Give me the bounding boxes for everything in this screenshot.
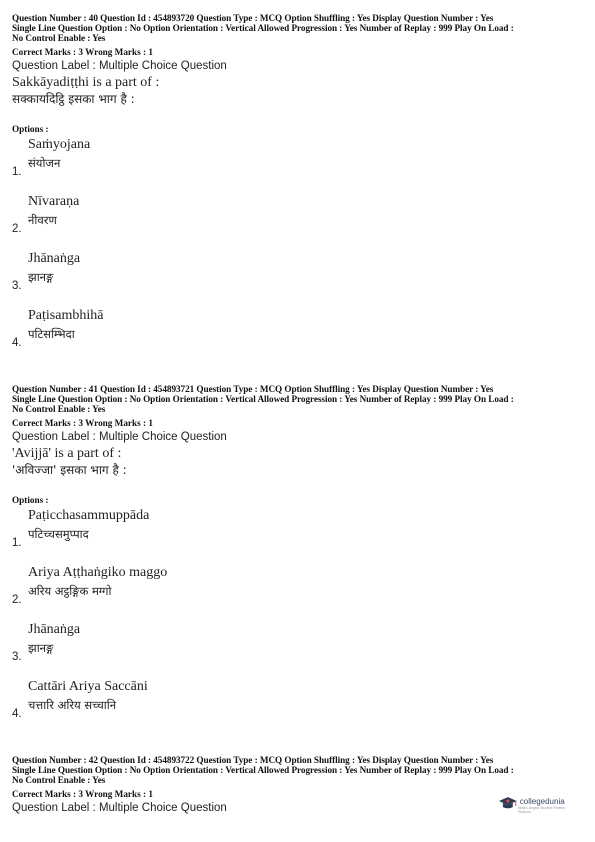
option-3[interactable] [12,620,584,677]
question-label: Question Label : Multiple Choice Question [12,802,227,814]
option-number: 1. [12,537,22,549]
option-text-hi: नीवरण [28,213,57,227]
meta-line: Question Number : 40 Question Id : 454893720 Question Type : MCQ Option Shuffling : Yes Display Question Number : Yes [12,13,494,23]
question-text-en: Sakkāyadiṭṭhi is a part of : [12,75,160,90]
option-4[interactable] [12,306,584,363]
logo-name: collegedunia [519,797,565,806]
option-1[interactable] [12,135,584,192]
meta-line: Single Line Question Option : No Option Orientation : Vertical Allowed Progression : Yes Number of Replay : 999 Play On Load : [12,765,514,775]
option-number: 2. [12,223,22,235]
meta-line: Single Line Question Option : No Option Orientation : Vertical Allowed Progression : Yes Number of Replay : 999 Play On Load : [12,23,514,33]
meta-line: Single Line Question Option : No Option Orientation : Vertical Allowed Progression : Yes Number of Replay : 999 Play On Load : [12,394,514,404]
question-text-hi: 'अविज्जा' इसका भाग है : [12,463,127,477]
meta-line: No Control Enable : Yes [12,775,106,785]
option-number: 2. [12,594,22,606]
question-meta [12,755,584,785]
option-1[interactable] [12,506,584,563]
marks-info: Correct Marks : 3 Wrong Marks : 1 [12,789,153,799]
option-text-en: Cattāri Ariya Saccāni [28,679,148,694]
question-text-en: 'Avijjā' is a part of : [12,446,122,461]
option-2[interactable] [12,563,584,620]
options-label: Options : [12,495,49,505]
graduation-cap-icon [498,795,518,811]
collegedunia-logo [498,795,578,817]
marks-info: Correct Marks : 3 Wrong Marks : 1 [12,418,153,428]
question-meta [12,384,584,414]
option-number: 4. [12,337,22,349]
option-text-en: Nīvaraṇa [28,194,80,209]
question-meta [12,13,584,43]
option-number: 3. [12,651,22,663]
option-text-hi: झानङ्ग [28,641,54,655]
option-text-en: Jhānaṅga [28,251,81,266]
option-text-hi: पटिच्चसमुप्पाद [28,527,89,541]
option-text-hi: झानङ्ग [28,270,54,284]
option-text-en: Paṭicchasammuppāda [28,508,150,523]
logo-tagline: India's largest Student Review Platform [517,806,565,814]
option-text-en: Jhānaṅga [28,622,81,637]
option-text-en: Ariya Aṭṭhaṅgiko maggo [28,565,168,580]
option-text-hi: अरिय अट्ठङ्गिक मग्गो [28,584,112,598]
option-3[interactable] [12,249,584,306]
option-4[interactable] [12,677,584,734]
option-number: 3. [12,280,22,292]
question-label: Question Label : Multiple Choice Question [12,60,227,72]
meta-line: No Control Enable : Yes [12,33,106,43]
option-2[interactable] [12,192,584,249]
question-block-41 [12,384,584,734]
option-text-en: Saṁyojana [28,137,91,152]
option-text-hi: संयोजन [28,156,61,170]
meta-line: Question Number : 42 Question Id : 454893722 Question Type : MCQ Option Shuffling : Yes Display Question Number : Yes [12,755,494,765]
question-label: Question Label : Multiple Choice Question [12,431,227,443]
option-text-en: Paṭisambhihā [28,308,104,323]
options-label: Options : [12,124,49,134]
question-text-hi: सक्कायदिट्ठि इसका भाग है : [12,92,135,106]
question-block-40 [12,13,584,363]
option-text-hi: चत्तारि अरिय सच्चानि [28,698,117,712]
meta-line: No Control Enable : Yes [12,404,106,414]
marks-info: Correct Marks : 3 Wrong Marks : 1 [12,47,153,57]
meta-line: Question Number : 41 Question Id : 454893721 Question Type : MCQ Option Shuffling : Yes Display Question Number : Yes [12,384,494,394]
option-number: 1. [12,166,22,178]
option-text-hi: पटिसम्भिदा [28,327,75,341]
option-number: 4. [12,708,22,720]
